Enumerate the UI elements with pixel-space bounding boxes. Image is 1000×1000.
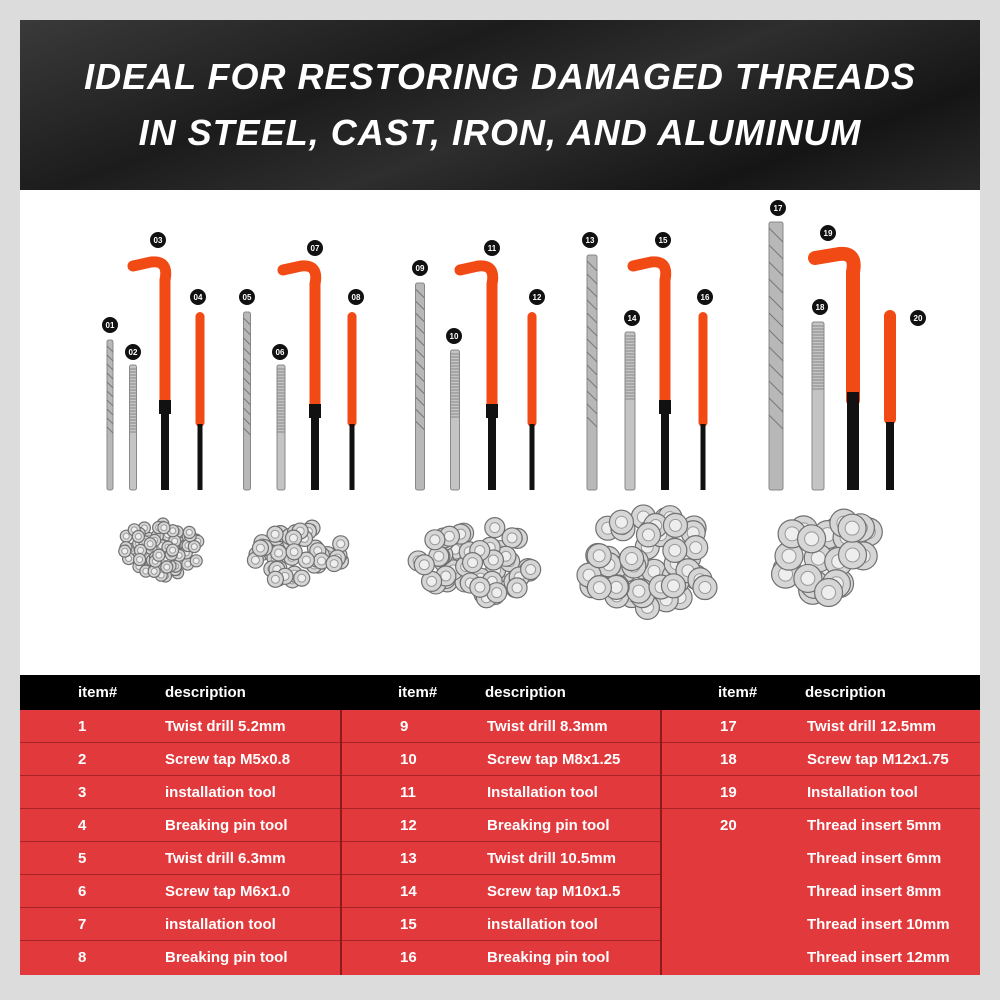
item-label: 20	[913, 314, 923, 323]
item-number: 19	[720, 783, 737, 801]
item-number: 13	[400, 849, 417, 867]
item-label: 10	[449, 332, 459, 341]
item-label: 14	[627, 314, 637, 323]
table-row	[342, 842, 660, 875]
item-number: 8	[78, 949, 87, 966]
item-number: 10	[400, 750, 417, 768]
item-number: 6	[78, 882, 87, 900]
item-description: Twist drill 8.3mm	[487, 717, 608, 735]
header-item: item#	[718, 684, 758, 701]
item-label-badge	[348, 289, 364, 305]
item-number: 12	[400, 816, 417, 834]
table-column	[660, 710, 980, 975]
twist-drill	[587, 255, 597, 490]
twist-drill	[769, 222, 783, 490]
item-label: 15	[658, 236, 668, 245]
item-label-badge	[190, 289, 206, 305]
twist-drill	[244, 312, 251, 490]
thread-insert-pile	[772, 509, 883, 606]
item-label-badge	[125, 344, 141, 360]
table-row	[342, 776, 660, 809]
header-column	[660, 675, 980, 710]
parts-table	[20, 675, 980, 975]
breaking-pin-tool	[528, 312, 537, 490]
header-column	[20, 675, 340, 710]
headline-line-2: IN STEEL, CAST, IRON, AND ALUMINUM	[138, 112, 862, 153]
table-row	[342, 809, 660, 842]
item-label: 11	[487, 244, 497, 253]
thread-insert-pile	[247, 520, 348, 588]
twist-drill	[107, 340, 113, 490]
item-label: 19	[823, 229, 833, 238]
thread-insert-pile	[577, 505, 717, 619]
item-description: Twist drill 6.3mm	[165, 849, 286, 867]
item-number: 1	[78, 717, 87, 735]
item-label-badge	[150, 232, 166, 248]
table-row	[662, 908, 980, 941]
header-item: item#	[78, 684, 118, 701]
table-column	[340, 710, 660, 975]
item-label: 06	[275, 348, 285, 357]
header-description: description	[805, 684, 886, 701]
screw-tap	[812, 322, 824, 490]
item-description: Twist drill 10.5mm	[487, 849, 616, 867]
item-label: 04	[193, 293, 203, 302]
installation-tool	[283, 266, 321, 490]
item-label-badge	[307, 240, 323, 256]
table-body	[20, 710, 980, 975]
item-number: 9	[400, 717, 409, 735]
item-label-badge	[812, 299, 828, 315]
item-label-badge	[102, 317, 118, 333]
installation-tool	[633, 262, 671, 490]
table-row	[20, 809, 340, 842]
item-description: Installation tool	[487, 783, 598, 801]
item-description: Screw tap M6x1.0	[165, 882, 291, 900]
item-description: Thread insert 10mm	[807, 916, 950, 933]
twist-drill	[416, 283, 425, 490]
item-description: installation tool	[165, 915, 276, 933]
item-description: Breaking pin tool	[487, 816, 610, 834]
item-label-badge	[770, 200, 786, 216]
item-label: 17	[773, 204, 783, 213]
table-row	[20, 743, 340, 776]
item-number: 14	[400, 882, 417, 900]
item-label: 12	[532, 293, 542, 302]
item-label-badge	[910, 310, 926, 326]
item-description: Screw tap M8x1.25	[487, 750, 621, 768]
item-label: 08	[351, 293, 361, 302]
header-item: item#	[398, 684, 438, 701]
item-label: 05	[242, 293, 252, 302]
item-number: 11	[400, 783, 416, 801]
item-label-badge	[582, 232, 598, 248]
item-label: 16	[700, 293, 710, 302]
table-row	[342, 710, 660, 743]
installation-tool	[133, 262, 171, 490]
item-description: Screw tap M12x1.75	[807, 750, 949, 768]
header-description: description	[165, 684, 246, 701]
item-number: 3	[78, 783, 87, 801]
table-column	[20, 710, 340, 975]
item-label-badge	[412, 260, 428, 276]
item-number: 17	[720, 717, 737, 735]
table-row	[20, 710, 340, 743]
item-label: 09	[415, 264, 425, 273]
thread-insert-pile	[408, 518, 540, 608]
item-description: Thread insert 6mm	[807, 850, 942, 867]
table-row	[342, 941, 660, 974]
item-description: Thread insert 8mm	[807, 883, 942, 900]
item-number: 16	[400, 949, 417, 966]
breaking-pin-tool	[699, 312, 708, 490]
table-row	[662, 875, 980, 908]
item-description: Installation tool	[807, 783, 918, 801]
screw-tap	[451, 350, 460, 490]
item-number: 15	[400, 915, 417, 933]
screw-tap	[625, 332, 635, 490]
table-row	[662, 743, 980, 776]
breaking-pin-tool	[348, 312, 357, 490]
item-label-badge	[697, 289, 713, 305]
table-row	[342, 743, 660, 776]
item-label-badge	[446, 328, 462, 344]
breaking-pin-tool	[196, 312, 205, 490]
thread-insert-pile	[119, 518, 204, 582]
item-label-badge	[272, 344, 288, 360]
table-row	[662, 842, 980, 875]
table-row	[20, 842, 340, 875]
table-row	[20, 941, 340, 974]
table-row	[20, 908, 340, 941]
item-description: Breaking pin tool	[487, 949, 610, 966]
table-row	[662, 776, 980, 809]
item-description: Screw tap M5x0.8	[165, 750, 291, 768]
item-description: Breaking pin tool	[165, 949, 288, 966]
item-label: 13	[585, 236, 595, 245]
item-description: installation tool	[487, 915, 598, 933]
item-label-badge	[484, 240, 500, 256]
screw-tap	[277, 365, 285, 490]
table-row	[662, 941, 980, 974]
item-description: Twist drill 5.2mm	[165, 717, 286, 735]
item-description: Thread insert 12mm	[807, 949, 950, 966]
table-header	[20, 675, 980, 710]
item-label-badge	[820, 225, 836, 241]
item-label: 01	[105, 321, 115, 330]
installation-tool	[460, 266, 498, 490]
item-number: 7	[78, 915, 87, 933]
item-description: Screw tap M10x1.5	[487, 882, 621, 900]
screw-tap	[130, 365, 137, 490]
headline-line-1: IDEAL FOR RESTORING DAMAGED THREADS	[84, 56, 916, 97]
item-label-badge	[624, 310, 640, 326]
table-row	[662, 710, 980, 743]
item-label-badge	[655, 232, 671, 248]
table-row	[342, 875, 660, 908]
item-label: 18	[815, 303, 825, 312]
item-number: 5	[78, 849, 87, 867]
header-column	[340, 675, 660, 710]
table-row	[20, 776, 340, 809]
header-description: description	[485, 684, 566, 701]
item-number: 2	[78, 750, 87, 768]
item-description: Twist drill 12.5mm	[807, 717, 936, 735]
item-number: 18	[720, 750, 737, 768]
item-description: installation tool	[165, 783, 276, 801]
table-row	[20, 875, 340, 908]
breaking-pin-tool	[884, 310, 896, 490]
table-row	[342, 908, 660, 941]
item-label-badge	[529, 289, 545, 305]
item-description: Breaking pin tool	[165, 816, 288, 834]
product-photo	[20, 190, 980, 675]
item-label: 07	[310, 244, 320, 253]
item-number: 4	[78, 816, 87, 834]
table-row	[662, 809, 980, 842]
item-number: 20	[720, 817, 737, 834]
item-label: 03	[153, 236, 163, 245]
item-label: 02	[128, 348, 138, 357]
item-description: Thread insert 5mm	[807, 817, 942, 834]
item-label-badge	[239, 289, 255, 305]
